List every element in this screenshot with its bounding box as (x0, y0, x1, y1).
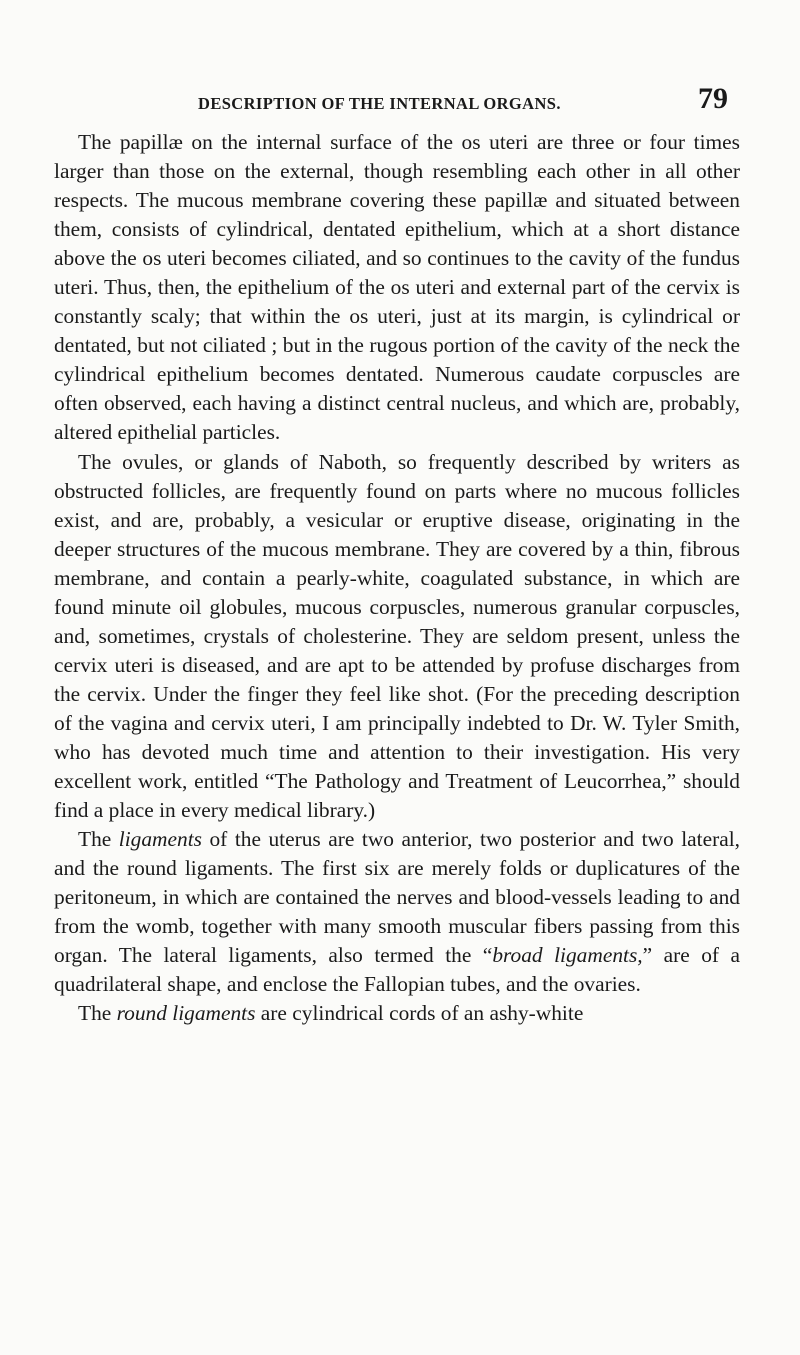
paragraph-text: The (78, 827, 119, 852)
page-header (60, 82, 740, 118)
italic-term: round ligaments (116, 1001, 256, 1026)
paragraph-ovules-of-naboth (54, 448, 740, 826)
paragraph-text: The (78, 1001, 117, 1026)
page-number: 79 (698, 82, 728, 115)
paragraph-round-ligaments (54, 999, 740, 1028)
paragraph-text: The papillæ on the internal surface of the os uteri are three or four times larger than those on the external, though resembling each other in all other respects. The mucous membrane covering these papillæ and situated between them, consists of cylindrical, dentated epithelium, which at a short distance above the os uteri becomes ciliated, and so continues to the cavity of the fundus uteri. Thus, then, the epithelium of the os uteri and external part of the cervix is constantly scaly; that within the os uteri, just at its margin, is cylindrical or dentated, but not ciliated ; but in the rugous portion of the cavity of the neck the cylindrical epithelium becomes dentated. Numerous caudate corpuscles are often observed, each having a distinct central nucleus, and which are, probably, altered epithelial particles. (54, 130, 740, 445)
italic-term: ligaments (118, 827, 202, 852)
paragraph-text: of the uterus are two anterior, two posterior and two lateral, and the round ligaments. The first six are merely folds or duplicatures of the peritoneum, in which are contained the nerves and blood-vessels leading to and from the womb, together with many smooth muscular fibers passing from this organ. The lateral ligaments, also termed the “ (54, 827, 740, 968)
body-text (54, 128, 740, 1028)
italic-term: broad ligaments, (492, 943, 643, 968)
paragraph-papillae (54, 128, 740, 448)
paragraph-text: ” are of a quadrilateral shape, and enclose the Fallopian tubes, and the ovaries. (54, 943, 740, 997)
running-head: DESCRIPTION OF THE INTERNAL ORGANS. (198, 94, 561, 113)
paragraph-ligaments (54, 825, 740, 999)
paragraph-text: are cylindrical cords of an ashy-white (255, 1001, 584, 1026)
paragraph-text: The ovules, or glands of Naboth, so frequently described by writers as obstructed follicles, are frequently found on parts where no mucous follicles exist, and are, probably, a vesicular or eruptive disease, originating in the deeper structures of the mucous membrane. They are covered by a thin, fibrous membrane, and contain a pearly-white, coagulated substance, in which are found minute oil globules, mucous corpuscles, numerous granular corpuscles, and, sometimes, crystals of cholesterine. They are seldom present, unless the cervix uteri is diseased, and are apt to be attended by profuse discharges from the cervix. Under the finger they feel like shot. (For the preceding description of the vagina and cervix uteri, I am principally indebted to Dr. W. Tyler Smith, who has devoted much time and attention to their investigation. His very excellent work, entitled “The Pathology and Treatment of Leucorrhea,” should find a place in every medical library.) (54, 449, 740, 823)
